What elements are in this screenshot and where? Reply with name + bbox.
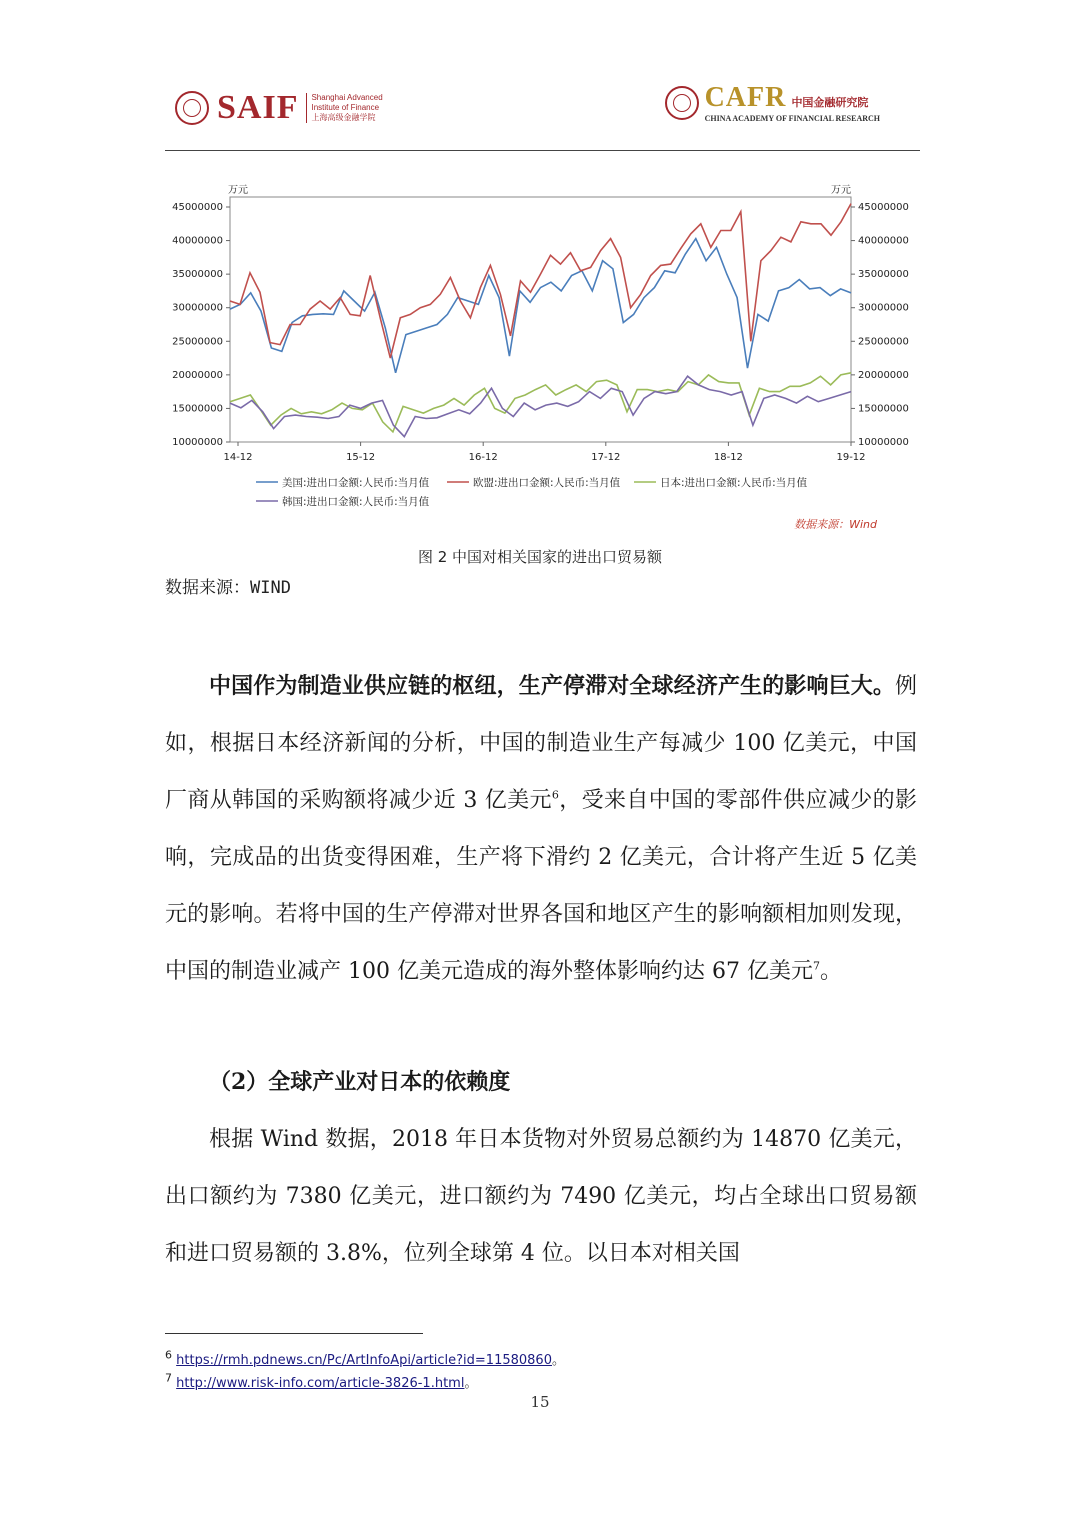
series-line-kr [230, 376, 851, 436]
y-tick-label-right: 40000000 [858, 235, 909, 247]
series-line-jp [230, 373, 851, 432]
cafr-cn-name: 中国金融研究院 [791, 96, 869, 109]
x-tick-label: 18-12 [713, 452, 743, 463]
cafr-text [705, 82, 880, 123]
x-tick-label: 15-12 [346, 452, 376, 463]
y-tick-label-left: 10000000 [172, 437, 223, 448]
x-tick-label: 17-12 [591, 452, 621, 463]
paragraph-1 [165, 658, 917, 1000]
paragraph-1-lead: 中国作为制造业供应链的枢纽，生产停滞对全球经济产生的影响巨大。 [209, 673, 895, 699]
legend-label-jp: 日本:进出口金额:人民币:当月值 [660, 477, 808, 489]
cafr-seal-icon [665, 86, 699, 120]
saif-subtitle [306, 93, 382, 123]
chart-frame [230, 197, 851, 442]
footnote-ref-6[interactable]: 6 [551, 788, 559, 802]
x-tick-label: 19-12 [836, 452, 866, 463]
series-line-us [230, 239, 851, 373]
paragraph-2-text: 根据 Wind 数据，2018 年日本货物对外贸易总额约为 14870 亿美元，出口额约为 7380 亿美元，进口额约为 7490 亿美元，均占全球出口贸易额和进口贸易额的 3.8%，位列全球第 4 位。以日本对相关国 [165, 1127, 917, 1266]
section-heading: （2）全球产业对日本的依赖度 [209, 1069, 511, 1095]
y-tick-label-right: 45000000 [858, 202, 909, 213]
saif-seal-icon [175, 91, 209, 125]
paragraph-2 [165, 1111, 917, 1282]
y-tick-label-right: 15000000 [858, 403, 909, 415]
paragraph-1-end: 。 [819, 959, 842, 984]
saif-wordmark: SAIF [217, 89, 299, 126]
y-tick-label-left: 30000000 [172, 302, 223, 314]
series-line-eu [230, 204, 851, 359]
y-tick-label-right: 30000000 [858, 302, 909, 314]
cafr-en-name: CHINA ACADEMY OF FINANCIAL RESEARCH [704, 114, 880, 123]
legend-label-kr: 韩国:进出口金额:人民币:当月值 [282, 496, 430, 508]
y-tick-label-left: 35000000 [172, 269, 223, 281]
y-tick-label-left: 15000000 [172, 403, 223, 415]
footnote-6 [165, 1349, 565, 1368]
legend-label-eu: 欧盟:进出口金额:人民币:当月值 [473, 477, 621, 489]
y-tick-label-left: 45000000 [172, 202, 223, 213]
y-unit-left: 万元 [228, 185, 248, 196]
y-tick-label-right: 20000000 [858, 369, 909, 381]
x-tick-label: 14-12 [223, 452, 253, 463]
y-tick-label-right: 35000000 [858, 269, 909, 281]
paragraph-1-text-b: ，受来自中国的零部件供应减少的影响，完成品的出货变得困难，生产将下滑约 2 亿美元，合计将产生近 5 亿美元的影响。若将中国的生产停滞对世界各国和地区产生的影响额相加则发现，中国的制造业减产 100 亿美元造成的海外整体影响约达 67 亿美元 [165, 788, 917, 984]
footnote-ref-7[interactable]: 7 [812, 959, 820, 973]
y-tick-label-right: 10000000 [858, 437, 909, 448]
cafr-logo [665, 82, 880, 123]
footnote-7-number: 7 [165, 1371, 172, 1385]
x-tick-label: 16-12 [468, 452, 498, 463]
footnote-6-number: 6 [165, 1348, 172, 1362]
page-number: 15 [530, 1393, 550, 1411]
y-tick-label-left: 20000000 [172, 369, 223, 381]
saif-logo [175, 83, 383, 133]
figure-source: 数据来源：WIND [165, 578, 291, 598]
saif-en-line2: Institute of Finance [311, 103, 380, 112]
trade-chart-svg [168, 175, 913, 540]
cafr-wordmark: CAFR [704, 82, 787, 113]
y-tick-label-right: 25000000 [858, 336, 909, 348]
y-unit-right: 万元 [831, 185, 851, 196]
y-tick-label-left: 25000000 [172, 336, 223, 348]
figure-caption: 图 2 中国对相关国家的进出口贸易额 [417, 548, 663, 566]
footnote-divider [165, 1333, 423, 1334]
footnote-7-end: 。 [464, 1376, 478, 1391]
footnote-7-link[interactable]: http://www.risk-info.com/article-3826-1.html [176, 1376, 465, 1391]
legend-label-us: 美国:进出口金额:人民币:当月值 [282, 477, 430, 489]
paragraph-1-text-a: 例如，根据日本经济新闻的分析，中国的制造业生产每减少 100 亿美元，中国厂商从韩国的采购额将减少近 3 亿美元 [165, 674, 917, 813]
trade-chart [168, 175, 913, 540]
footnote-6-link[interactable]: https://rmh.pdnews.cn/Pc/ArtInfoApi/article?id=11580860 [176, 1353, 552, 1368]
page-header [165, 70, 920, 151]
footnote-6-end: 。 [551, 1353, 565, 1368]
chart-source-note: 数据来源：Wind [794, 518, 877, 531]
footnote-7 [165, 1372, 477, 1391]
saif-en-line1: Shanghai Advanced [311, 93, 383, 102]
saif-cn-line: 上海高级金融学院 [311, 113, 376, 122]
y-tick-label-left: 40000000 [172, 235, 223, 247]
